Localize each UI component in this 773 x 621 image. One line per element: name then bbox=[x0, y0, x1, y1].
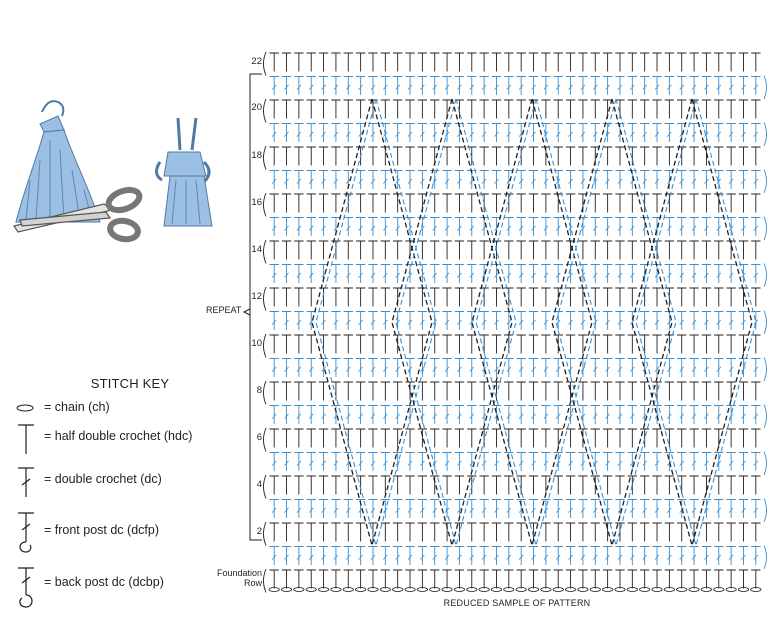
stitch-row bbox=[270, 264, 767, 288]
foundation-row-label bbox=[212, 568, 262, 588]
row-number-6: 6 bbox=[256, 432, 262, 443]
stitch-row bbox=[264, 99, 761, 123]
hdc-icon bbox=[14, 422, 44, 456]
stitch-row bbox=[270, 405, 767, 429]
foundation-row bbox=[264, 569, 762, 593]
stitch-key-title: STITCH KEY bbox=[90, 376, 170, 391]
row-number-10: 10 bbox=[251, 338, 262, 349]
stitch-row bbox=[264, 287, 761, 311]
stitch-row bbox=[264, 381, 761, 405]
stitch-row bbox=[270, 499, 767, 523]
stitch-row bbox=[264, 334, 761, 358]
stitch-row bbox=[270, 123, 767, 147]
row-number-16: 16 bbox=[251, 197, 262, 208]
stitch-row bbox=[264, 146, 761, 170]
key-label-hdc: = half double crochet (hdc) bbox=[44, 429, 193, 443]
row-number-14: 14 bbox=[251, 244, 262, 255]
dcbp-icon bbox=[14, 565, 44, 613]
dc-icon bbox=[14, 465, 44, 499]
dcfp-icon bbox=[14, 510, 44, 556]
row-number-22: 22 bbox=[251, 56, 262, 67]
stitch-row bbox=[264, 475, 761, 499]
stitch-row bbox=[270, 452, 767, 476]
stitch-row bbox=[264, 193, 761, 217]
stitch-row bbox=[270, 170, 767, 194]
stitch-row bbox=[270, 217, 767, 241]
stitch-row bbox=[264, 522, 761, 546]
chart-caption: REDUCED SAMPLE OF PATTERN bbox=[443, 598, 591, 608]
repeat-label: REPEAT bbox=[206, 305, 242, 315]
stitch-row bbox=[264, 428, 761, 452]
row-number-18: 18 bbox=[251, 150, 262, 161]
stitch-row bbox=[270, 358, 767, 382]
foundation-label-line1: Foundation bbox=[216, 568, 262, 578]
stitch-row bbox=[264, 52, 761, 76]
row-number-4: 4 bbox=[256, 479, 262, 490]
key-label-dc: = double crochet (dc) bbox=[44, 472, 162, 486]
key-label-dcbp: = back post dc (dcbp) bbox=[44, 575, 164, 589]
key-label-chain: = chain (ch) bbox=[44, 400, 110, 414]
stitch-row bbox=[270, 76, 767, 100]
key-label-dcfp: = front post dc (dcfp) bbox=[44, 523, 159, 537]
row-number-20: 20 bbox=[251, 102, 262, 113]
row-number-12: 12 bbox=[251, 291, 262, 302]
stitch-row bbox=[270, 546, 767, 570]
row-number-8: 8 bbox=[256, 385, 262, 396]
stitch-row bbox=[270, 311, 767, 335]
foundation-label-line2: Row bbox=[243, 578, 262, 588]
repeat-bracket bbox=[244, 74, 262, 540]
chain-icon bbox=[14, 400, 44, 416]
row-number-2: 2 bbox=[256, 526, 262, 537]
stitch-row bbox=[264, 240, 761, 264]
